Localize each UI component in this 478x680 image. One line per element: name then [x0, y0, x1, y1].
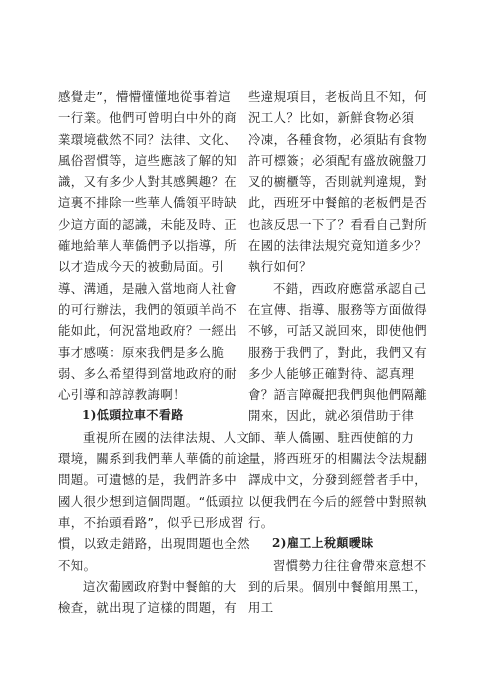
text-line: 少這方面的認識，未能及時、正	[58, 216, 238, 232]
text-line: 用工	[248, 600, 274, 616]
text-line: 服務于我們了，對此，我們又有	[248, 344, 428, 360]
text-line: 風俗習慣等，這些應該了解的知	[58, 152, 238, 168]
text-line: 不錯，西政府應當承認自己	[273, 280, 427, 296]
text-line: 執行如何？	[248, 259, 312, 275]
text-line: 習慣勢力往往會帶來意想不	[273, 557, 427, 573]
left-column	[58, 86, 250, 618]
text-line: 冷凍，各種食物，必須貼有食物	[248, 131, 428, 147]
text-line: 的可行辦法，我們的領頭羊尚不	[58, 301, 238, 317]
text-line: 能如此，何況當地政府？一經出	[58, 323, 238, 339]
text-line: 行。	[248, 514, 274, 530]
text-line: 譯成中文，分發到經營者手中，	[248, 472, 428, 488]
text-line: 這次葡國政府對中餐館的大	[83, 578, 237, 594]
text-line: 確地給華人華僑們予以指導，所	[58, 238, 238, 254]
text-line: 感覺走”，懵懵懂懂地從事着這	[58, 89, 232, 104]
text-line: 檢查，就出現了這樣的問題，有	[58, 600, 238, 616]
text-line: 師、華人僑團、駐西使館的力	[248, 429, 415, 445]
text-line: 這裏不排除一些華人僑領平時缺	[58, 195, 238, 211]
text-line: 問題。可遺憾的是，我們許多中	[58, 472, 238, 488]
text-line: 事才感嘆：原來我們是多么脆	[58, 344, 225, 360]
text-line: 車，不抬頭看路”，似乎已形成習	[58, 514, 244, 530]
text-line: 心引導和諄諄教誨啊！	[58, 387, 186, 403]
text-line: 此，西班牙中餐館的老板們是否	[248, 195, 428, 211]
text-line: 不知。	[58, 557, 97, 573]
text-line: 環境，關系到我們華人華僑的前途	[58, 451, 250, 467]
text-line: 以便我們在今后的經營中對照執	[248, 493, 428, 509]
text-line: 況工人？比如，新鮮食物必須	[248, 110, 415, 126]
text-line: 業環境截然不同？法律、文化、	[58, 131, 238, 147]
text-line: 在國的法律法規究竟知道多少？	[248, 238, 428, 254]
text-line: 國人很少想到這個問題。“低頭拉	[58, 493, 244, 509]
text-line: 會？語言障礙把我們與他們隔離	[248, 387, 428, 403]
text-line: 叉的櫥櫃等，否則就判違規，對	[248, 174, 428, 190]
section-heading: 1)低頭拉車不看路	[82, 408, 184, 423]
text-line: 多少人能够正確對待、認真理	[248, 365, 415, 381]
text-line: 重視所在國的法律法規、人文	[83, 429, 250, 445]
text-line: 開來，因此，就必須借助于律	[248, 408, 415, 424]
text-line: 許可標簽；必須配有盛放碗盤刀	[248, 152, 428, 168]
text-line: 到的后果。個別中餐館用黑工，	[248, 578, 428, 594]
text-line: 以才造成今天的被動局面。引	[58, 259, 225, 275]
text-line: 導、溝通，是融入當地商人社會	[58, 280, 238, 296]
text-line: 弱、多么希望得到當地政府的耐	[58, 365, 238, 381]
text-line: 不够，可話又説回來，即使他們	[248, 323, 428, 339]
text-line: 在宣傳、指導、服務等方面做得	[248, 301, 428, 317]
text-line: 慣，以致走錯路，出現問題也全然	[58, 536, 250, 552]
text-line: 些違規項目，老板尚且不知，何	[248, 89, 428, 104]
text-line: 識，又有多少人對其感興趣？在	[58, 174, 238, 190]
text-line: 量，將西班牙的相關法令法規翻	[248, 451, 428, 467]
section-heading: 2)雇工上稅顛曖昧	[272, 536, 374, 551]
right-column	[248, 86, 426, 618]
text-line: 也該反思一下了？看看自己對所	[248, 216, 428, 232]
text-line: 一行業。他們可曾明白中外的商	[58, 110, 238, 126]
